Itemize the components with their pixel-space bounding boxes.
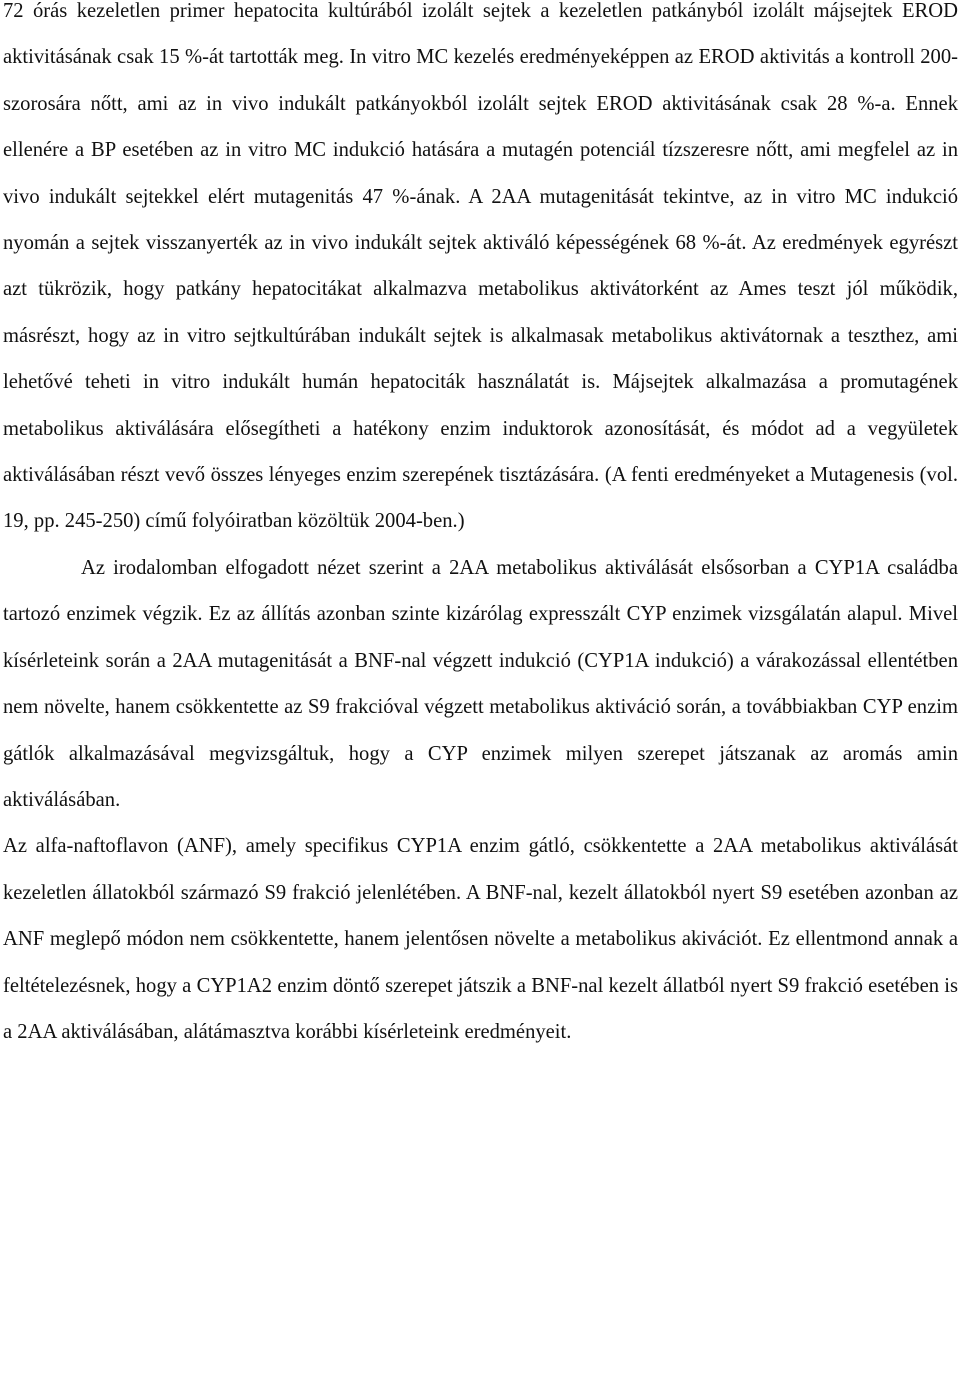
paragraph-hepatocyte-results: 72 órás kezeletlen primer hepatocita kultúrából izolált sejtek a kezeletlen patkányból izolált májsejtek EROD aktivitásának csak 15 %-át tartották meg. In vitro MC kezelés eredményeképpen az EROD aktivitás a kontroll 200-szorosára nőtt, ami az in vivo indukált patkányokból izolált sejtek EROD aktivitásának csak 28 %-a. Ennek ellenére a BP esetében az in vitro MC indukció hatására a mutagén potenciál tízszeresre nőtt, ami megfelel az in vivo indukált sejtekkel elért mutagenitás 47 %-ának. A 2AA mutagenitását tekintve, az in vitro MC indukció nyomán a sejtek visszanyerték az in vivo indukált sejtek aktiváló képességének 68 %-át. Az eredmények egyrészt azt tükrözik, hogy patkány hepatocitákat alkalmazva metabolikus aktivátorként az Ames teszt jól működik, másrészt, hogy az in vitro sejtkultúrában indukált sejtek is alkalmasak metabolikus aktivátornak a teszthez, ami lehetővé teheti in vitro indukált humán hepatociták használatát is. Májsejtek alkalmazása a promutagének metabolikus aktiválására elősegítheti a hatékony enzim induktorok azonosítását, és módot ad a vegyületek aktiválásában részt vevő összes lényeges enzim szerepének tisztázására. (A fenti eredményeket a Mutagenesis (vol. 19, pp. 245-250) című folyóiratban közöltük 2004-ben.)	[3, 0, 958, 533]
paragraph-2aa-activation-view: Az irodalomban elfogadott nézet szerint a 2AA metabolikus aktiválását elsősorban a CYP1A családba tartozó enzimek végzik. Ez az állítás azonban szinte kizárólag expresszált CYP enzimek vizsgálatán alapul. Mivel kísérleteink során a 2AA mutagenitását a BNF-nal végzett indukció (CYP1A indukció) a várakozással ellentétben nem növelte, hanem csökkentette az S9 frakcióval végzett metabolikus aktiváció során, a továbbiakban CYP enzim gátlók alkalmazásával megvizsgáltuk, hogy a CYP enzimek milyen szerepet játszanak az aromás amin aktiválásában.	[3, 556, 958, 811]
paragraph-anf-inhibition: Az alfa-naftoflavon (ANF), amely specifikus CYP1A enzim gátló, csökkentette a 2AA metabolikus aktiválását kezeletlen állatokból származó S9 frakció jelenlétében. A BNF-nal, kezelt állatokból nyert S9 esetében azonban az ANF meglepő módon nem csökkentette, hanem jelentősen növelte a metabolikus akivációt. Ez ellentmond annak a feltételezésnek, hogy a CYP1A2 enzim döntő szerepet játszik a BNF-nal kezelt állatból nyert S9 frakció esetében is a 2AA aktiválásában, alátámasztva korábbi kísérleteink eredményeit.	[3, 835, 958, 1043]
